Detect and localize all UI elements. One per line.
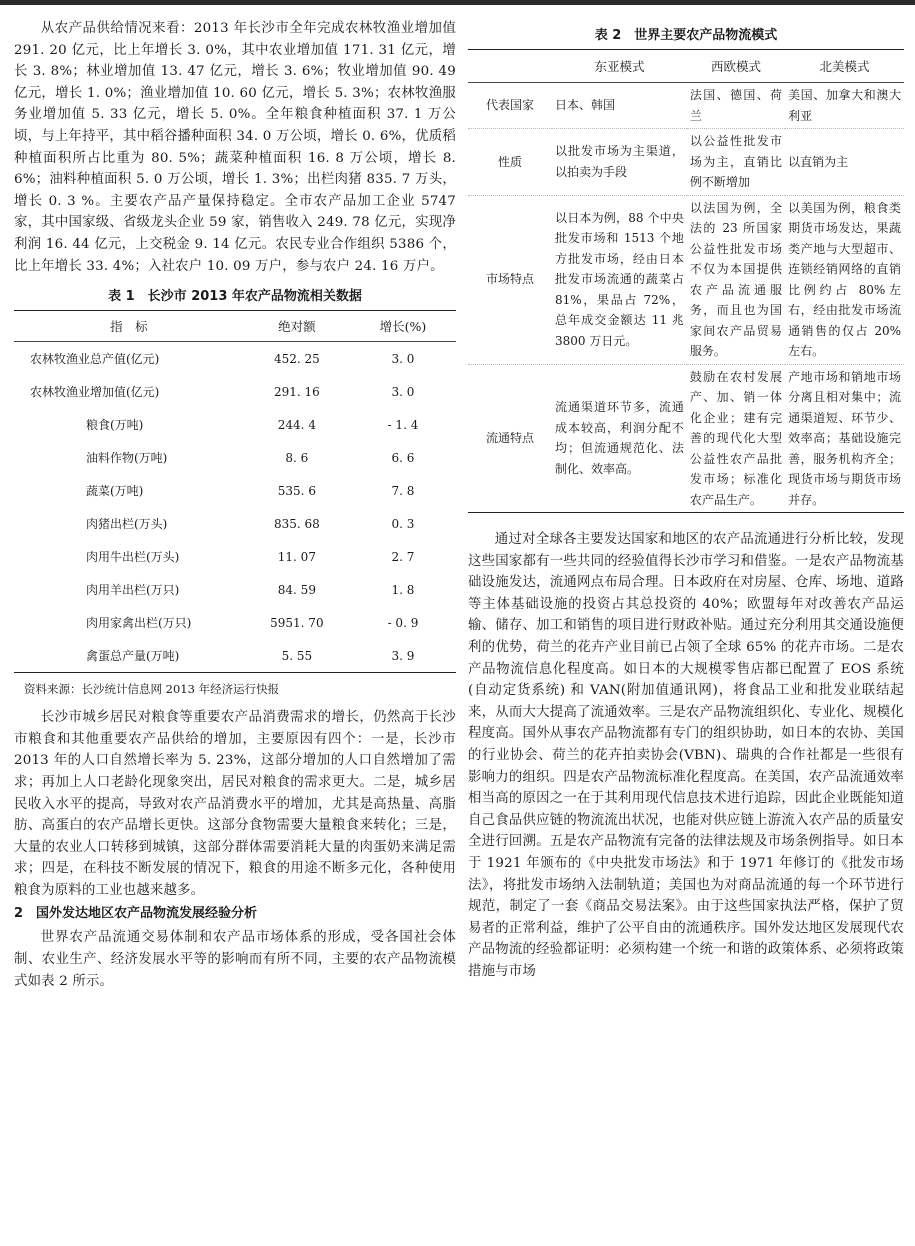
table1-indicator: 粮食(万吨) bbox=[86, 418, 144, 433]
table1-growth: 3. 0 bbox=[391, 351, 415, 366]
table1-indicator: 肉用羊出栏(万只) bbox=[86, 583, 180, 598]
table2-cell: 流通渠道环节多，流通成本较高，利润分配不均；但流通规范化、法制化、效率高。 bbox=[552, 364, 687, 513]
table-row bbox=[468, 364, 904, 513]
table1-growth: 0. 3 bbox=[391, 516, 415, 531]
table2 bbox=[468, 49, 904, 513]
table1-source: 资料来源：长沙统计信息网 2013 年经济运行快报 bbox=[24, 682, 280, 697]
table1-value: 535. 6 bbox=[277, 483, 316, 498]
table1-header-indicator: 指 标 bbox=[14, 311, 244, 342]
table2-header-westeurope: 西欧模式 bbox=[687, 50, 785, 83]
table2-cell: 以公益性批发市场为主，直销比例不断增加 bbox=[687, 129, 785, 196]
table-row bbox=[14, 375, 456, 408]
table1-indicator: 农林牧渔业总产值(亿元) bbox=[30, 352, 160, 367]
table2-header-northamerica: 北美模式 bbox=[785, 50, 904, 83]
page-top-rule bbox=[0, 0, 915, 5]
table2-row-label: 性质 bbox=[468, 129, 552, 196]
table2-cell: 以直销为主 bbox=[785, 129, 904, 196]
table-row bbox=[14, 342, 456, 376]
table1-indicator: 肉用家禽出栏(万只) bbox=[86, 616, 192, 631]
table1-value: 452. 25 bbox=[273, 351, 320, 366]
paragraph-experience: 通过对全球各主要发达国家和地区的农产品流通进行分析比较，发现这些国家都有一些共同的经验值得长沙市学习和借鉴。一是农产品物流基础设施发达，流通网点布局合理。日本政府在对房屋、仓库、场地、道路等主体基础设施的投资占其总投资的 40%；欧盟每年对改善农产品运输、储存、加工和销售的项目进行财政补贴。通过充分利用其交通设施便利的优势，荷兰的花卉产业目前已占领了全球 65% 的花卉市场。二是农产品物流信息化程度高。如日本的大规模零售店都已配置了 EOS 系统(自动定货系统) 和 VAN(附加值通讯网)，将食品工业和批发业联结起来，从而大大提高了流通效率。三是农产品物流组织化、专业化、规模化程度高。国外从事农产品物流都有专门的组织协助，如日本的农协、美国的行业协会、荷兰的花卉拍卖协会(VBN)、瑞典的合作社都是一些很有影响力的组织。四是农产品物流标准化程度高。在美国，农产品流通效率相当高的原因之一在于其利用现代信息技术进行追踪，因此企业既能知道自己食品供应链的物流流出状况，也能对供应链上游流入农产品的质量安全进行回溯。五是农产品物流有完备的法律法规及市场条例指导。如日本于 1921 年颁布的《中央批发市场法》和于 1971 年修订的《批发市场法》，将批发市场纳入法制轨道；美国也为对商品流通的每一个环节进行规范，制定了一套《商品交易法案》。由于这些国家执法严格，保护了贸易者的正常利益，维护了公平自由的流通秩序。国外发达地区发展现代农产品物流的经验都证明：必须构建一个统一和谐的政策体系、必须将政策措施与市场 bbox=[468, 532, 904, 979]
table-row bbox=[468, 83, 904, 129]
table1 bbox=[14, 310, 456, 673]
table-row bbox=[14, 474, 456, 507]
table2-header-row bbox=[468, 50, 904, 83]
table1-indicator: 油料作物(万吨) bbox=[86, 451, 168, 466]
table-row bbox=[468, 129, 904, 196]
table1-value: 5951. 70 bbox=[270, 615, 324, 630]
table2-row-label: 市场特点 bbox=[468, 195, 552, 364]
table-row bbox=[14, 573, 456, 606]
paragraph-models: 世界农产品流通交易体制和农产品市场体系的形成，受各国社会体制、农业生产、经济发展水平等的影响而有所不同，主要的农产品物流模式如表 2 所示。 bbox=[14, 930, 456, 989]
table1-caption: 表 1 长沙市 2013 年农产品物流相关数据 bbox=[108, 289, 362, 305]
table1-indicator: 蔬菜(万吨) bbox=[86, 484, 144, 499]
table1-growth: - 0. 9 bbox=[387, 615, 419, 630]
table2-caption: 表 2 世界主要农产品物流模式 bbox=[594, 28, 778, 43]
table1-growth: 2. 7 bbox=[391, 549, 415, 564]
table1-value: 5. 55 bbox=[281, 648, 313, 663]
table1-growth: 6. 6 bbox=[391, 450, 415, 465]
table-row bbox=[14, 639, 456, 673]
table2-header-eastasia: 东亚模式 bbox=[552, 50, 687, 83]
table2-row-label: 代表国家 bbox=[485, 98, 534, 113]
table1-value: 835. 68 bbox=[273, 516, 320, 531]
table1-value: 291. 16 bbox=[273, 384, 320, 399]
table1-indicator: 肉用牛出栏(万头) bbox=[86, 550, 180, 565]
table-row bbox=[468, 195, 904, 364]
left-column bbox=[14, 18, 456, 992]
table1-indicator: 禽蛋总产量(万吨) bbox=[86, 649, 180, 664]
table1-value: 244. 4 bbox=[277, 417, 316, 432]
paragraph-demand: 长沙市城乡居民对粮食等重要农产品消费需求的增长，仍然高于长沙市粮食和其他重要农产品供给的增加，主要原因有四个：一是，长沙市 2013 年的人口自然增长率为 5. 23%，这部分增加的人口自然增加了需求；再加上人口老龄化现象突出，居民对粮食的需求更大。二是，城乡居民收入水平的提高，导致对农产品消费水平的增加，尤其是高热量、高脂肪、高蛋白的农产品增长更快。这部分食物需要大量粮食来转化；三是，大量的农业人口转移到城镇，这部分群体需要消耗大量的肉蛋奶来满足需求；四是，在科技不断发展的情况下，粮食的用途不断多元化，各种使用粮食为原料的工业也越来越多。 bbox=[14, 710, 456, 898]
table1-growth: 3. 0 bbox=[391, 384, 415, 399]
table-row bbox=[14, 441, 456, 474]
table1-growth: - 1. 4 bbox=[387, 417, 419, 432]
table1-header-growth: 增长(%) bbox=[350, 311, 456, 342]
table2-cell: 以日本为例，88 个中央批发市场和 1513 个地方批发市场，经由日本批发市场流通的蔬菜占 81%，果品占 72%，总年成交金额达 11 兆 3800 万日元。 bbox=[552, 195, 687, 364]
right-column bbox=[468, 18, 904, 982]
table1-indicator: 农林牧渔业增加值(亿元) bbox=[30, 385, 160, 400]
table2-cell: 以法国为例，全法的 23 所国家公益性批发市场不仅为本国提供农产品流通服务，而且也为国家间农产品贸易服务。 bbox=[687, 195, 785, 364]
table-row bbox=[14, 606, 456, 639]
table2-cell: 美国、加拿大和澳大利亚 bbox=[788, 88, 901, 123]
table-row bbox=[14, 408, 456, 441]
table2-cell: 鼓励在农村发展产、加、销一体化企业；建有完善的现代化大型公益性农产品批发市场；标准化农产品生产。 bbox=[687, 364, 785, 513]
table1-value: 11. 07 bbox=[277, 549, 316, 564]
table1-value: 84. 59 bbox=[277, 582, 316, 597]
table2-row-label: 流通特点 bbox=[468, 364, 552, 513]
table2-cell: 以批发市场为主渠道，以拍卖为手段 bbox=[552, 129, 687, 196]
table2-cell: 法国、德国、荷兰 bbox=[689, 88, 783, 123]
table2-header-corner bbox=[468, 50, 552, 83]
table2-cell: 日本、韩国 bbox=[555, 98, 616, 113]
table1-growth: 3. 9 bbox=[391, 648, 415, 663]
table1-header-value: 绝对额 bbox=[244, 311, 350, 342]
table2-cell: 产地市场和销地市场分离且相对集中；流通渠道短、环节少、效率高；基础设施完善，服务机构齐全；现货市场与期货市场并存。 bbox=[785, 364, 904, 513]
table-row bbox=[14, 507, 456, 540]
table2-cell: 以美国为例，粮食类期货市场发达，果蔬类产地与大型超市、连锁经销网络的直销比例约占 80%左右，经由批发市场流通销售的仅占 20%左右。 bbox=[785, 195, 904, 364]
table1-value: 8. 6 bbox=[285, 450, 309, 465]
table1-growth: 7. 8 bbox=[391, 483, 415, 498]
paragraph-supply: 从农产品供给情况来看：2013 年长沙市全年完成农林牧渔业增加值 291. 20 亿元，比上年增长 3. 0%，其中农业增加值 171. 31 亿元，增长 3. 8%；林业增加值 13. 47 亿元，增长 3. 6%；牧业增加值 90. 49 亿元，增长 1. 0%；渔业增加值 10. 60 亿元，增长 5. 3%；农林牧渔服务业增加值 5. 33 亿元，增长 5. 0%。全年粮食种植面积 37. 1 万公顷，与上年持平，其中稻谷播种面积 34. 0 万公顷，增长 0. 6%，优质稻种植面积所占比重为 80. 5%；蔬菜种植面积 16. 8 万公顷，增长 8. 6%；油料种植面积 5. 0 万公顷，增长 1. 3%；出栏肉猪 835. 7 万头，增长 0. 3 %。主要农产品产量保持稳定。全市农产品加工企业 5747 家，其中国家级、省级龙头企业 59 家，销售收入 249. 78 亿元，实现净利润 16. 44 亿元，上交税金 9. 14 亿元。农民专业合作组织 5386 个，比上年增长 33. 4%；入社农户 10. 09 万户，参与农户 24. 16 万户。 bbox=[14, 21, 456, 274]
table1-indicator: 肉猪出栏(万头) bbox=[86, 517, 168, 532]
table-row bbox=[14, 540, 456, 573]
table1-growth: 1. 8 bbox=[391, 582, 415, 597]
table1-header-row bbox=[14, 311, 456, 342]
section-heading: 2 国外发达地区农产品物流发展经验分析 bbox=[14, 906, 258, 922]
